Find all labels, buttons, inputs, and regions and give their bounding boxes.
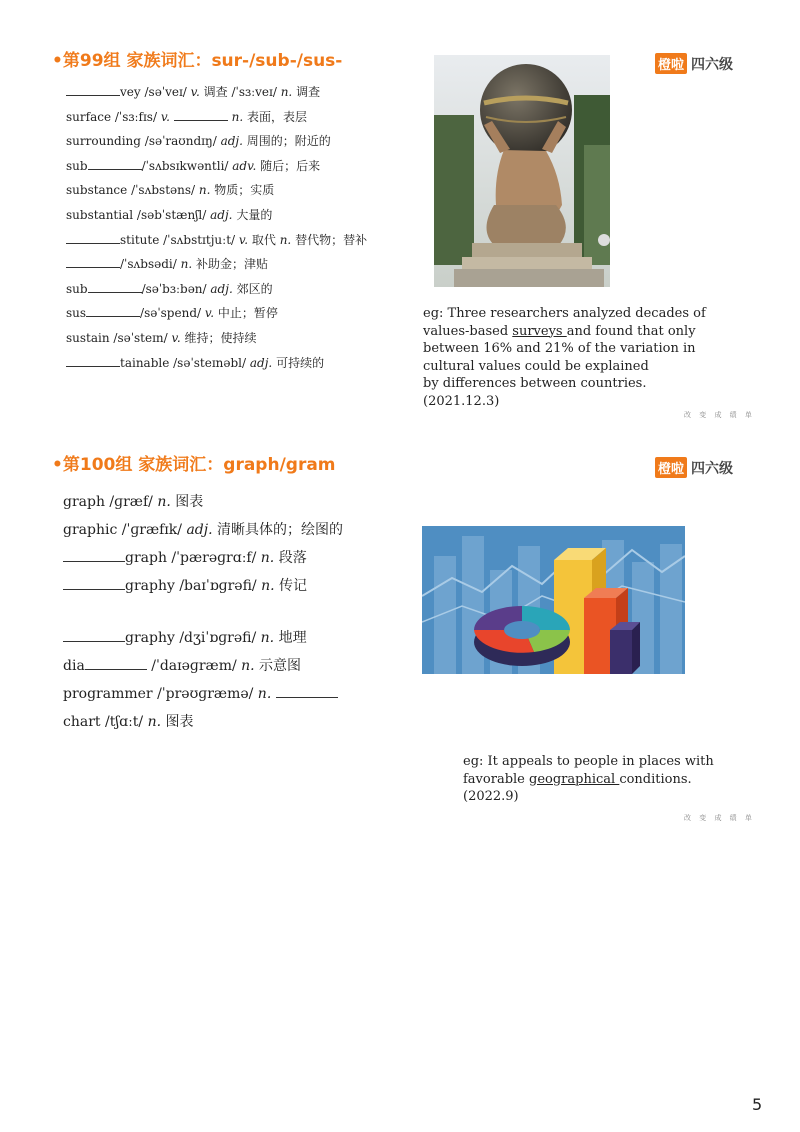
vocab-prefix: sus: [66, 306, 87, 321]
example-source: (2022.9): [463, 789, 519, 804]
example-keyword: surveys: [512, 323, 567, 339]
vocab-prefix: substance /ˈsʌbstəns/: [66, 183, 199, 198]
vocab-row: [66, 228, 367, 253]
slide-footer: 改 变 成 绩 单: [684, 814, 755, 822]
vocab-row: [63, 624, 343, 652]
vocab-prefix: dia: [63, 658, 85, 674]
fill-blank[interactable]: [66, 355, 120, 367]
part-of-speech: n.: [261, 578, 275, 594]
vocab-phonetic: /səˈspend/: [140, 306, 205, 321]
vocab-phonetic: /səˈveɪ/: [140, 85, 191, 99]
vocab-prefix: chart /tʃɑːt/: [63, 714, 148, 730]
vocab-phonetic: /ˈsʌbstɪtjuːt/: [159, 232, 239, 247]
atlas-statue-image: [434, 55, 610, 287]
vocab-definition: 清晰具体的；绘图的: [212, 522, 343, 538]
fill-blank[interactable]: [63, 576, 125, 590]
example-text: values-based: [423, 323, 513, 339]
example-text: conditions.: [619, 771, 692, 787]
part-of-speech: n.: [260, 630, 275, 646]
fill-blank[interactable]: [86, 306, 140, 318]
vocab-definition: 图表: [170, 494, 204, 510]
part-of-speech: v.: [238, 232, 249, 247]
fill-blank[interactable]: [88, 281, 142, 293]
vocab-row: [66, 178, 367, 203]
example-keyword: geographical: [529, 771, 620, 787]
example-line: between 16% and 21% of the variation in: [423, 341, 696, 356]
example-sentence: [423, 305, 723, 410]
part-of-speech: adj.: [210, 207, 233, 222]
part-of-speech: v.: [204, 306, 215, 321]
vocab-row: [63, 680, 343, 708]
vocab-definition: 中止；暂停: [214, 306, 278, 321]
fill-blank[interactable]: [63, 628, 125, 642]
vocab-prefix: surrounding /səˈraʊndɪŋ/: [66, 134, 221, 149]
vocab-suffix: vey: [120, 85, 141, 99]
vocab-list: [66, 80, 367, 375]
example-sentence: [463, 753, 733, 806]
vocab-suffix: graph: [125, 550, 167, 566]
vocab-row: [63, 708, 343, 736]
example-line: eg: It appeals to people in places with: [463, 754, 714, 769]
vocab-row: [66, 80, 367, 105]
vocab-phonetic: /səˈbɜːbən/: [141, 281, 211, 296]
fill-blank[interactable]: [66, 84, 120, 96]
vocab-suffix: graphy: [125, 578, 175, 594]
vocab-suffix: graphy: [125, 630, 175, 646]
slide-sur-sub-sus: [0, 0, 800, 430]
vocab-row: [66, 301, 367, 326]
fill-blank[interactable]: [66, 232, 120, 244]
part-of-speech: n.: [260, 550, 275, 566]
example-line: [423, 323, 723, 341]
vocab-prefix: programmer /ˈprəʊɡræmə/: [63, 686, 258, 702]
vocab-phonetic: /ˈsʌbsədi/: [120, 257, 181, 272]
vocab-definition: 段落: [274, 550, 307, 566]
fill-blank[interactable]: [63, 548, 125, 562]
part-of-speech: n.: [198, 183, 211, 198]
vocab-definition: 地理: [274, 630, 307, 646]
brand-level: 四六级: [691, 56, 734, 73]
vocab-prefix: sub: [66, 158, 88, 173]
chart-illustration-image: [422, 526, 685, 674]
fill-blank[interactable]: [174, 109, 228, 121]
part-of-speech: adj.: [220, 134, 243, 149]
brand-badge: [655, 457, 733, 478]
vocab-row: [66, 105, 367, 130]
vocab-definition: 补助金；津贴: [192, 257, 268, 272]
vocab-prefix: sustain /səˈsteɪn/: [66, 330, 172, 345]
vocab-row: [63, 544, 343, 572]
slide-graph-gram: [0, 440, 800, 840]
slide-footer: 改 变 成 绩 单: [684, 411, 755, 419]
vocab-phonetic: /ˈsʌbsɪkwəntli/: [141, 158, 233, 173]
vocab-definition: 周围的；附近的: [242, 134, 331, 149]
vocab-definition: 表面，表层: [243, 109, 308, 124]
example-line: by differences between countries.: [423, 376, 647, 391]
brand-logo: 橙啦: [655, 53, 687, 74]
vocab-phonetic: /baɪˈɒɡrəfi/: [174, 578, 262, 594]
vocab-suffix: stitute: [120, 232, 160, 247]
part-of-speech: n.: [231, 109, 244, 124]
vocab-definition: 可持续的: [272, 355, 325, 370]
vocab-row: [66, 351, 367, 376]
fill-blank[interactable]: [88, 158, 142, 170]
vocab-row: [66, 154, 367, 179]
vocab-definition: 传记: [274, 578, 308, 594]
vocab-row: [66, 277, 367, 302]
vocab-definition: 调查: [292, 85, 321, 99]
vocab-prefix: graph /ɡræf/: [63, 494, 158, 510]
vocab-phonetic: /dʒiˈɒɡrəfi/: [174, 630, 261, 646]
vocab-definition: 大量的: [232, 207, 273, 222]
vocab-row: [66, 252, 367, 277]
vocab-phonetic: /ˈdaɪəɡræm/: [146, 658, 242, 674]
part-of-speech: n.: [157, 494, 171, 510]
example-line: cultural values could be explained: [423, 358, 649, 374]
vocab-definition: 取代: [248, 232, 280, 247]
vocab-prefix: graphic /ˈɡræfɪk/: [63, 522, 187, 538]
part-of-speech: v.: [190, 85, 200, 99]
example-text: favorable: [463, 771, 530, 787]
part-of-speech: n.: [241, 658, 255, 674]
vocab-definition: 调查 /ˈsɜːveɪ/: [199, 85, 281, 99]
vocab-list: [63, 488, 343, 736]
part-of-speech: n.: [279, 232, 292, 247]
vocab-row: [66, 326, 367, 351]
brand-badge: [655, 53, 733, 74]
vocab-definition: 郊区的: [232, 281, 273, 296]
vocab-phonetic: /səˈsteɪnəbl/: [169, 355, 250, 370]
vocab-definition: 替代物；替补: [291, 232, 368, 247]
brand-logo: 橙啦: [655, 457, 687, 478]
vocab-row: [63, 516, 343, 544]
vocab-row: [63, 572, 343, 600]
example-text: and found that only: [566, 323, 696, 339]
vocab-prefix: substantial /səbˈstænʃl/: [66, 207, 211, 222]
part-of-speech: v.: [160, 109, 170, 124]
brand-level: 四六级: [691, 460, 734, 477]
section-title: •第100组 家族词汇：graph/gram: [52, 455, 336, 475]
vocab-definition: 图表: [161, 714, 194, 730]
vocab-row: [63, 652, 343, 680]
vocab-row: [66, 203, 367, 228]
part-of-speech: n.: [280, 85, 293, 99]
vocab-row: [66, 129, 367, 154]
part-of-speech: adv.: [232, 158, 257, 173]
example-source: (2021.12.3): [423, 393, 500, 409]
part-of-speech: v.: [171, 330, 181, 345]
example-line: [463, 771, 733, 789]
fill-blank[interactable]: [85, 656, 147, 670]
vocab-prefix: surface /ˈsɜːfɪs/: [66, 109, 161, 124]
section-title: •第99组 家族词汇：sur-/sub-/sus-: [52, 51, 343, 71]
vocab-row: [63, 488, 343, 516]
vocab-definition: 物质；实质: [210, 183, 275, 198]
vocab-phonetic: /ˈpærəɡrɑːf/: [166, 550, 261, 566]
fill-blank[interactable]: [66, 256, 120, 268]
vocab-definition: 示意图: [254, 658, 302, 674]
part-of-speech: adj.: [186, 522, 213, 538]
part-of-speech: n.: [257, 686, 272, 702]
part-of-speech: n.: [180, 257, 193, 272]
vocab-suffix: tainable: [120, 355, 170, 370]
part-of-speech: adj.: [249, 355, 273, 370]
vocab-definition: 随后；后来: [256, 158, 321, 173]
example-line: eg: Three researchers analyzed decades of: [423, 306, 706, 321]
page-number: 5: [752, 1095, 763, 1114]
vocab-prefix: sub: [66, 281, 88, 296]
vocab-definition: 维持；使持续: [180, 330, 257, 345]
part-of-speech: adj.: [210, 281, 233, 296]
fill-blank[interactable]: [276, 684, 338, 698]
part-of-speech: n.: [147, 714, 162, 730]
